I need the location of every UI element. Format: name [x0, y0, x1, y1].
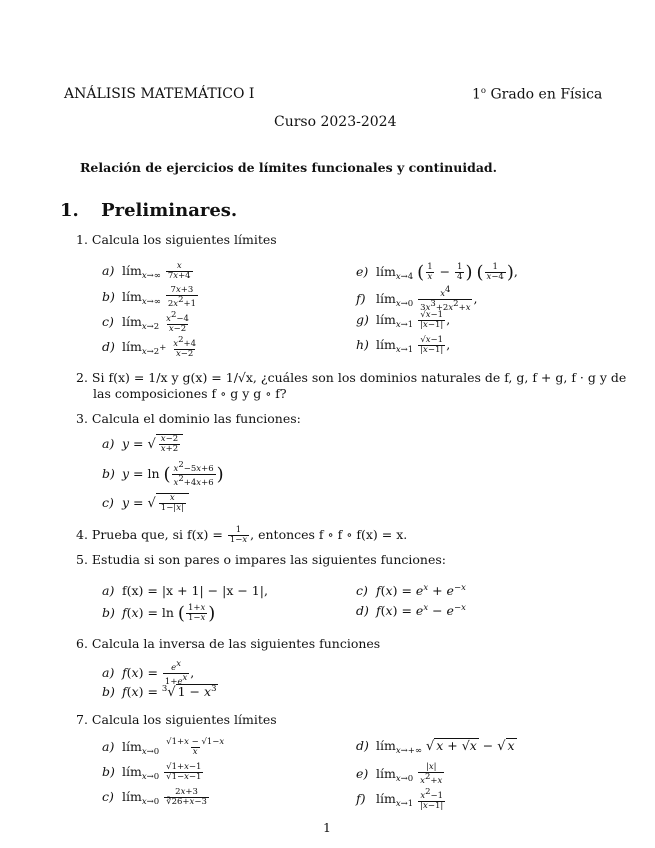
exercise-7-item-d: d) lím$_{x\to+\infty}$ √ x + √x − √ x	[356, 738, 515, 756]
exercise-5-item-a: a) f(x) = |x + 1| − |x − 1|,	[102, 583, 268, 598]
section-title: Preliminares.	[101, 200, 238, 221]
exercise-7-item-f: f) lím$_{x\to 1}$ $\frac{x^2-1}{|x-1|}$	[356, 787, 444, 811]
exercise-1: 1. Calcula los siguientes límites	[76, 232, 277, 247]
document-title: Relación de ejercicios de límites funcionales y continuidad.	[80, 160, 498, 175]
exercise-1-item-a: a) lím$_{x\to\infty}$ $\frac{x}{7x+4}$	[102, 261, 191, 281]
exercise-6: 6. Calcula la inversa de las siguientes funciones	[76, 636, 381, 651]
exercise-5: 5. Estudia si son pares o impares las siguientes funciones:	[76, 552, 446, 567]
course-year: Curso 2023-2024	[274, 114, 397, 130]
exercise-3-item-b: b) y = ln ( $\frac{x^2-5x+6}{x^2+4x+6}$ )	[102, 460, 224, 488]
exercise-7-item-b: b) lím$_{x\to 0}$ $\frac{√1+x-1}{√1-x-1}$	[102, 762, 202, 782]
exercise-1-item-f: f) lím$_{x\to 0}$ $\frac{x^4}{3x^3+2x^2+x}$ ,	[356, 285, 478, 313]
exercise-1-item-b: b) lím$_{x\to\infty}$ $\frac{7x+3}{2x^2+1}$	[102, 285, 197, 309]
exercise-5-item-d: d) $f(x) = e^x - e^{-x}$	[356, 603, 466, 619]
exercise-5-item-b: b) f(x) = ln ( $\frac{1+x}{1-x}$ )	[102, 603, 216, 624]
page-number: 1	[323, 820, 331, 835]
course-name: ANÁLISIS MATEMÁTICO I	[64, 86, 255, 102]
exercise-1-item-g: g) lím$_{x\to 1}$ $\frac{√x-1}{|x-1|}$ ,	[356, 310, 451, 330]
exercise-1-item-c: c) lím$_{x\to 2}$ $\frac{x^2-4}{x-2}$	[102, 310, 189, 334]
exercise-1-item-h: h) lím$_{x\to 1}$ $\frac{√x-1}{|x-1|}$ ,	[356, 335, 451, 355]
exercise-7-item-c: c) lím$_{x\to 0}$ $\frac{2x+3}{∛26+x-3}$	[102, 787, 207, 807]
exercise-5-item-c: c) $f(x) = e^x + e^{-x}$	[356, 583, 466, 599]
degree-name: 1$^o$ Grado en Física	[472, 86, 603, 103]
exercise-6-item-b: b) f(x) = $^3$√ $1 - x^3$	[102, 684, 217, 701]
exercise-2-line-1: 2. Si f(x) = 1/x y g(x) = 1/√x, ¿cuáles son los dominios naturales de f, g, f + g, f · g y de	[76, 370, 627, 385]
exercise-4: 4. Prueba que, si f(x) = $\frac{1}{1-x}$ , entonces f ∘ f ∘ f(x) = x.	[76, 525, 408, 545]
exercise-6-item-a: a) f(x) = $\frac{e^x}{1+e^x}$ ,	[102, 659, 195, 687]
section-number: 1.	[60, 200, 79, 221]
exercise-1-item-d: d) lím$_{x\to 2^+}$ $\frac{x^2+4}{x-2}$	[102, 335, 197, 359]
exercise-3-item-a: a) y = √ $\frac{x-2}{x+2}$	[102, 434, 183, 454]
exercise-3: 3. Calcula el dominio las funciones:	[76, 411, 301, 426]
exercise-7-item-a: a) lím$_{x\to 0}$ $\frac{√1+x - √1-x}{x}$	[102, 737, 225, 757]
exercise-2-line-2: las composiciones f ∘ g y g ∘ f?	[93, 386, 287, 401]
exercise-7-item-e: e) lím$_{x\to 0}$ $\frac{|x|}{x^2+x}$	[356, 762, 443, 786]
exercise-1-item-e: e) lím$_{x\to 4}$ ( $\frac{1}{x}$ − $\frac{1}{4}$ ) ( $\frac{1}{x-4}$ ),	[356, 262, 518, 283]
exercise-3-item-c: c) y = √ $\frac{x}{1-|x|}$	[102, 493, 189, 513]
section-heading	[60, 200, 237, 221]
exercise-7: 7. Calcula los siguientes límites	[76, 712, 277, 727]
